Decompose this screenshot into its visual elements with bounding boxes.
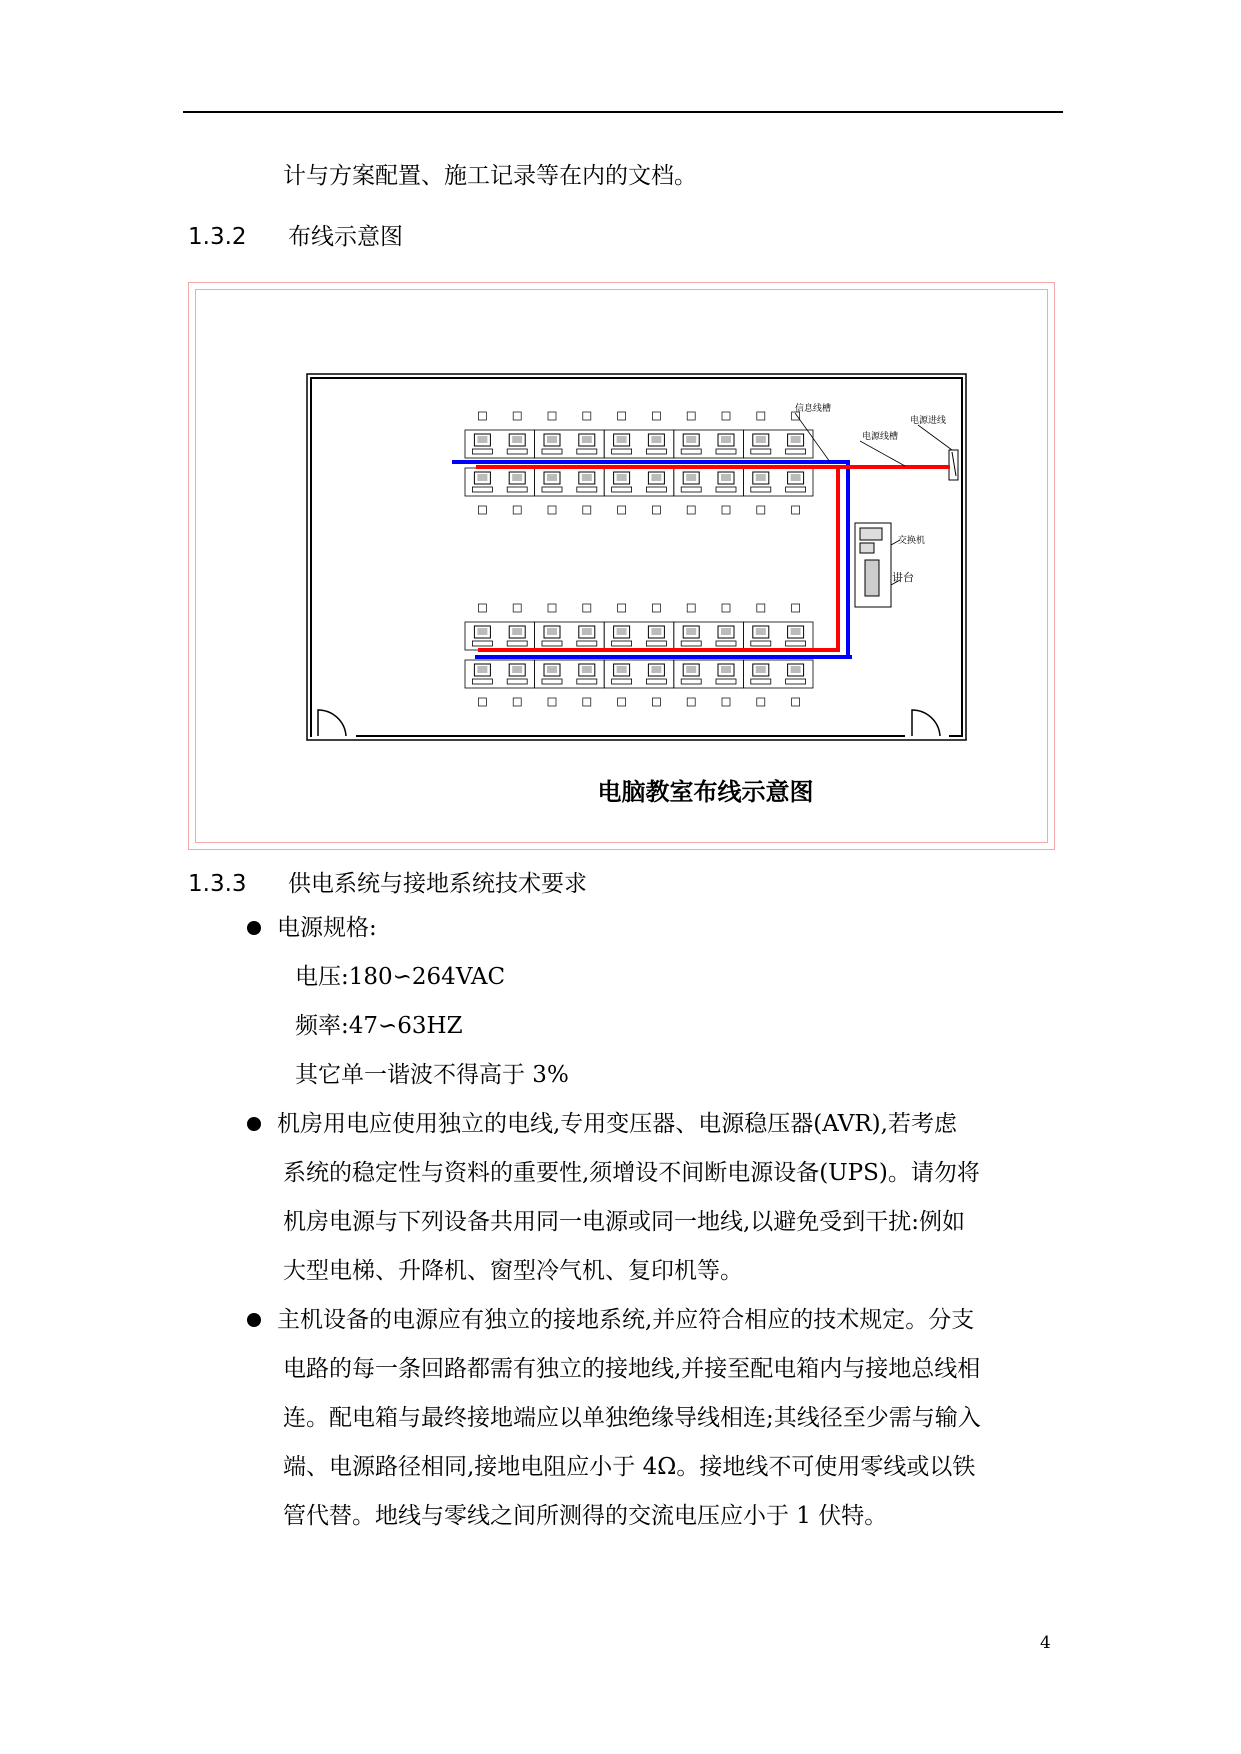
section-title: 布线示意图 <box>288 224 403 250</box>
computer-icon <box>472 664 492 684</box>
chair <box>757 412 765 420</box>
section-number: 1.3.3 <box>188 871 247 897</box>
chair <box>722 506 730 514</box>
computer-icon <box>472 472 492 492</box>
figure-caption: 电脑教室布线示意图 <box>597 778 814 806</box>
spec-voltage: 电压:180∽264VAC <box>295 964 506 990</box>
computer-icon <box>681 664 701 684</box>
bullet-text-line: 系统的稳定性与资料的重要性,须增设不间断电源设备(UPS)。请勿将 <box>283 1160 980 1186</box>
bullet-icon <box>247 1117 261 1131</box>
bullet-icon <box>247 1313 261 1327</box>
page-number: 4 <box>1040 1633 1051 1653</box>
computer-icon <box>542 434 562 454</box>
bullet-text-line: 机房电源与下列设备共用同一电源或同一地线,以避免受到干扰:例如 <box>283 1209 966 1235</box>
bullet-icon <box>247 921 261 935</box>
power-inlet-box <box>949 450 958 480</box>
chair <box>513 604 521 612</box>
label-power-trough: 电源线槽 <box>862 432 899 442</box>
label-power-inlet: 电源进线 <box>910 416 947 426</box>
computer-icon <box>681 434 701 454</box>
computer-icon <box>507 434 527 454</box>
bullet-text-line: 管代替。地线与零线之间所测得的交流电压应小于 1 伏特。 <box>283 1503 888 1529</box>
computer-icon <box>507 472 527 492</box>
chair <box>757 604 765 612</box>
computer-icon <box>751 434 771 454</box>
chair <box>478 698 486 706</box>
chair <box>652 412 660 420</box>
chair <box>478 604 486 612</box>
computer-icon <box>646 472 666 492</box>
chair <box>618 698 626 706</box>
door-right <box>905 709 949 739</box>
bullet-text: 电源规格: <box>277 915 377 941</box>
computer-icon <box>646 664 666 684</box>
chair <box>618 604 626 612</box>
chair <box>792 604 800 612</box>
chair <box>792 698 800 706</box>
bullet-text-line: 主机设备的电源应有独立的接地系统,并应符合相应的技术规定。分支 <box>277 1307 975 1333</box>
chair <box>687 412 695 420</box>
chair <box>583 412 591 420</box>
computer-icon <box>786 626 806 646</box>
computer-icon <box>577 472 597 492</box>
computer-icon <box>472 626 492 646</box>
chair <box>583 506 591 514</box>
bullet-text-line: 连。配电箱与最终接地端应以单独绝缘导线相连;其线径至少需与输入 <box>283 1405 981 1431</box>
section-title: 供电系统与接地系统技术要求 <box>288 871 587 897</box>
computer-icon <box>507 626 527 646</box>
computer-icon <box>577 434 597 454</box>
chair <box>687 506 695 514</box>
computer-icon <box>612 434 632 454</box>
chair <box>513 412 521 420</box>
computer-icon <box>612 626 632 646</box>
computer-icon <box>716 434 736 454</box>
door-left <box>312 709 356 739</box>
computer-icon <box>751 472 771 492</box>
computer-icon <box>786 664 806 684</box>
bullet-text-line: 大型电梯、升降机、窗型冷气机、复印机等。 <box>283 1258 743 1284</box>
label-podium: 讲台 <box>892 571 914 584</box>
computer-icon <box>681 626 701 646</box>
computer-icon <box>612 472 632 492</box>
computer-icon <box>507 664 527 684</box>
chair <box>618 412 626 420</box>
chair <box>652 506 660 514</box>
chair <box>513 506 521 514</box>
chair <box>652 604 660 612</box>
computer-icon <box>681 472 701 492</box>
chair <box>757 698 765 706</box>
computer-icon <box>612 664 632 684</box>
computer-icon <box>542 472 562 492</box>
section-heading-1-3-3 <box>188 865 587 898</box>
computer-icon <box>716 472 736 492</box>
power-cables <box>476 467 950 650</box>
computer-icon <box>786 472 806 492</box>
chair <box>548 698 556 706</box>
chair <box>652 698 660 706</box>
chair <box>513 698 521 706</box>
label-switch: 交换机 <box>898 536 926 546</box>
section-number: 1.3.2 <box>188 224 247 250</box>
chair <box>618 506 626 514</box>
chair <box>757 506 765 514</box>
computer-icon <box>542 664 562 684</box>
chair <box>722 604 730 612</box>
spec-frequency: 频率:47∽63HZ <box>295 1013 463 1039</box>
chair <box>548 412 556 420</box>
chair <box>687 698 695 706</box>
computer-icon <box>786 434 806 454</box>
spec-harmonic: 其它单一谐波不得高于 3% <box>295 1062 569 1088</box>
computer-icon <box>542 626 562 646</box>
bullet-text-line: 机房用电应使用独立的电线,专用变压器、电源稳压器(AVR),若考虑 <box>277 1111 957 1137</box>
chair <box>722 412 730 420</box>
computer-icon <box>646 626 666 646</box>
room-outline <box>307 374 966 740</box>
chair <box>583 604 591 612</box>
chair <box>478 412 486 420</box>
computer-desks <box>465 412 813 706</box>
computer-icon <box>472 434 492 454</box>
chair <box>687 604 695 612</box>
computer-icon <box>751 664 771 684</box>
chair <box>548 604 556 612</box>
bullet-text-line: 端、电源路径相同,接地电阻应小于 4Ω。接地线不可使用零线或以铁 <box>283 1454 976 1480</box>
label-info-trough: 信息线槽 <box>795 404 832 414</box>
podium-area <box>855 523 900 607</box>
chair <box>792 506 800 514</box>
chair <box>478 506 486 514</box>
computer-icon <box>577 626 597 646</box>
computer-icon <box>716 626 736 646</box>
computer-icon <box>577 664 597 684</box>
chair <box>722 698 730 706</box>
computer-icon <box>751 626 771 646</box>
computer-icon <box>716 664 736 684</box>
chair <box>548 506 556 514</box>
bullet-text-line: 电路的每一条回路都需有独立的接地线,并接至配电箱内与接地总线相 <box>283 1356 981 1382</box>
chair <box>583 698 591 706</box>
intro-line: 计与方案配置、施工记录等在内的文档。 <box>283 163 697 189</box>
computer-icon <box>646 434 666 454</box>
